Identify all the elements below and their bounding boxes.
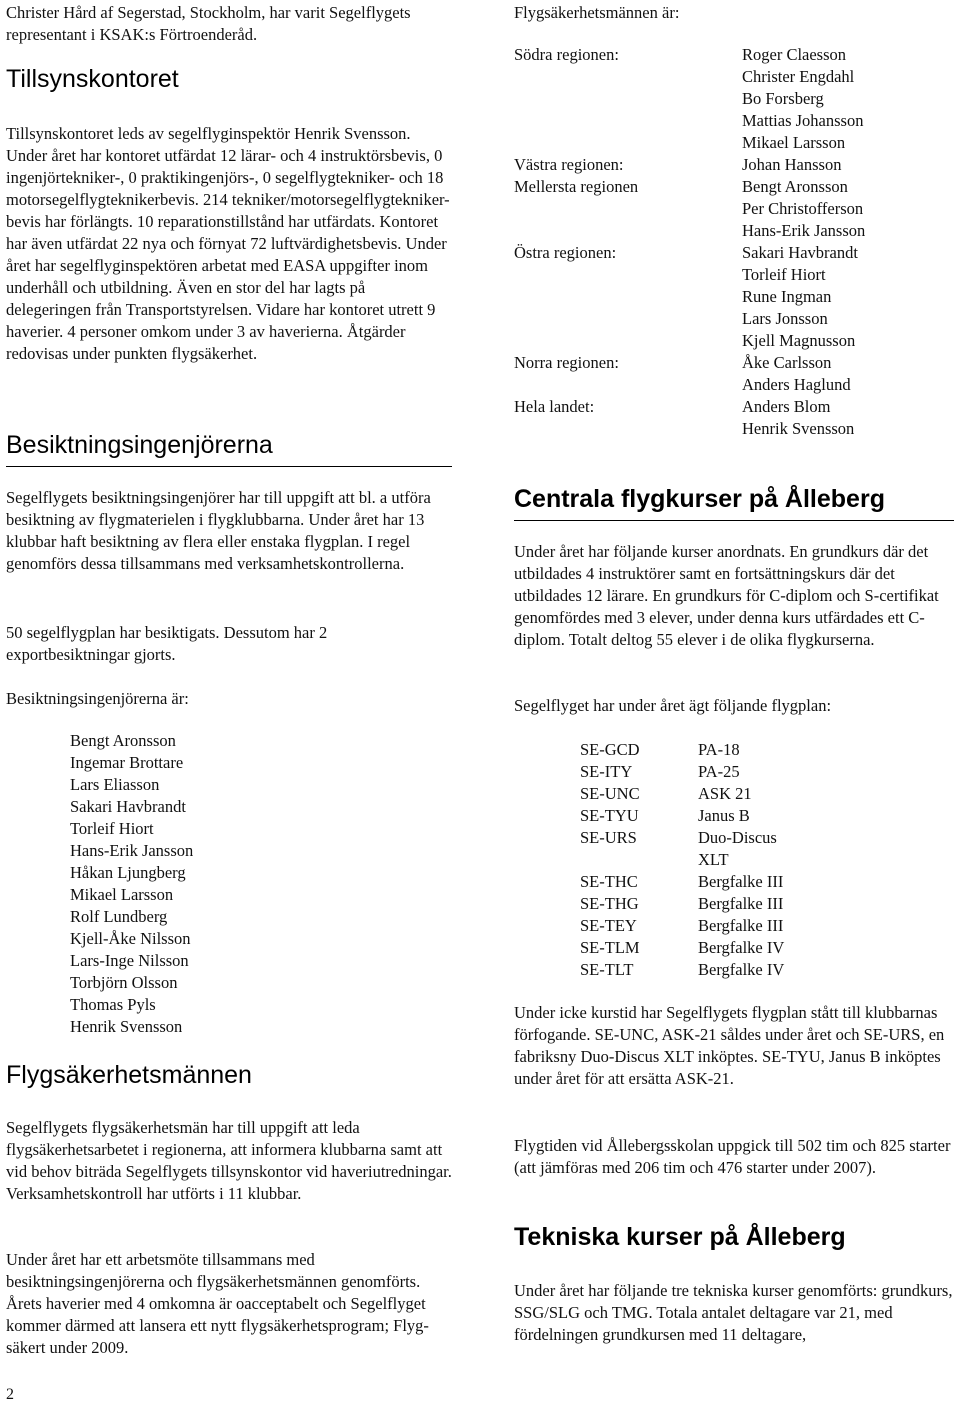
region-label: Västra regionen: [514, 155, 624, 174]
besikt-heading: Besiktningsingenjörerna [6, 430, 452, 467]
table-row [580, 915, 784, 937]
plane-type: Bergfalke III [698, 872, 784, 891]
plane-type: Bergfalke III [698, 894, 784, 913]
list-item: Thomas Pyls [70, 995, 156, 1014]
tekniska-heading: Tekniska kurser på Ålleberg [514, 1223, 846, 1251]
list-item: Torleif Hiort [742, 265, 826, 284]
list-item: Torbjörn Olsson [70, 973, 178, 992]
centrala-paragraph-3: Flygtiden vid Ållebergsskolan uppgick till 502 tim och 825 starter (att jämföras med 206 tim och 476 starter under 2007). [514, 1136, 951, 1177]
list-item: Ingemar Brottare [70, 753, 184, 772]
plane-type: Bergfalke IV [698, 938, 785, 957]
planes-label: Segelflyget har under året ägt följande flygplan: [514, 696, 832, 715]
table-row [580, 783, 784, 805]
list-item: Henrik Svensson [70, 1017, 183, 1036]
table-row [580, 739, 784, 761]
list-item: Åke Carlsson [742, 353, 832, 372]
list-item: Mattias Johansson [742, 111, 864, 130]
list-item: Anders Blom [742, 397, 831, 416]
table-row [580, 937, 784, 959]
region-label: Södra regionen: [514, 45, 619, 64]
table-row [580, 805, 784, 827]
region-label: Mellersta regionen [514, 177, 639, 196]
flyg-paragraph-1: Segelflygets flygsäkerhetsmän har till uppgift att leda flygsäkerhetsarbetet i regionerna, att informera klubbarna samt att vid behov biträda Segelflygets tillsynskontor vid haveriutredningar. Verksamhetskontroll har utförts i 11 klubbar. [6, 1118, 452, 1203]
list-item: Per Christofferson [742, 199, 864, 218]
table-row [580, 893, 784, 915]
planes-table [580, 739, 784, 981]
plane-reg: SE-URS [580, 828, 637, 847]
region-names [742, 242, 858, 352]
plane-type: Duo-Discus [698, 828, 777, 847]
centrala-heading: Centrala flygkurser på Ålleberg [514, 484, 954, 521]
plane-reg: SE-ITY [580, 762, 633, 781]
plane-type: Janus B [698, 806, 750, 825]
table-row [580, 871, 784, 893]
plane-type: XLT [698, 850, 729, 869]
list-item: Bengt Aronsson [742, 177, 848, 196]
region-names [742, 176, 865, 242]
plane-type: Bergfalke IV [698, 960, 785, 979]
plane-type: PA-25 [698, 762, 740, 781]
plane-reg: SE-GCD [580, 740, 640, 759]
intro-paragraph: Christer Hård af Segerstad, Stockholm, har varit Segelflygets representant i KSAK:s Förtroenderåd. [6, 3, 411, 44]
plane-reg: SE-THG [580, 894, 639, 913]
list-item: Rune Ingman [742, 287, 832, 306]
list-item: Anders Haglund [742, 375, 851, 394]
plane-reg: SE-TLT [580, 960, 634, 979]
list-item: Bo Forsberg [742, 89, 824, 108]
region-label: Norra regionen: [514, 353, 619, 372]
plane-reg: SE-TYU [580, 806, 639, 825]
list-item: Johan Hansson [742, 155, 842, 174]
flyg-paragraph-2: Under året har ett arbetsmöte tillsammans med besiktningsingenjörerna och flygsäkerhetsmännen genomförts. Årets haverier med 4 omkomna är oacceptabelt och Segelflyget kommer därmed att lansera ett nytt flygsäkerhetsprogram; Flyg-säkert under 2009. [6, 1250, 429, 1357]
tekniska-paragraph-1: Under året har följande tre tekniska kurser genomförts: grundkurs, SSG/SLG och TMG. Totala antalet deltagare var 21, med fördelningen grundkursen med 11 deltagare, [514, 1281, 953, 1344]
table-row [580, 849, 784, 871]
besikt-list-label: Besiktningsingenjörerna är: [6, 689, 189, 708]
centrala-paragraph-2: Under icke kurstid har Segelflygets flygplan stått till klubbarnas förfogande. SE-UNC, ASK-21 såldes under året och SE-URS, en fabriksny Duo-Discus XLT inköptes. SE-TYU, Janus B inköptes under året för att ersätta ASK-21. [514, 1003, 945, 1088]
region-label: Hela landet: [514, 397, 595, 416]
region-names [742, 352, 851, 396]
region-names [742, 154, 841, 176]
list-item: Hans-Erik Jansson [742, 221, 866, 240]
list-item: Mikael Larsson [742, 133, 846, 152]
plane-reg: SE-TEY [580, 916, 637, 935]
plane-type: PA-18 [698, 740, 740, 759]
list-item: Lars Eliasson [70, 775, 160, 794]
list-item: Torleif Hiort [70, 819, 154, 838]
flyg-heading: Flygsäkerhetsmännen [6, 1061, 252, 1089]
table-row [580, 959, 784, 981]
besikt-paragraph-2: 50 segelflygplan har besiktigats. Dessutom har 2 exportbesiktningar gjorts. [6, 623, 328, 664]
list-item: Bengt Aronsson [70, 731, 176, 750]
besikt-name-list [70, 730, 193, 1038]
list-item: Mikael Larsson [70, 885, 174, 904]
flyg-list-label: Flygsäkerhetsmännen är: [514, 3, 680, 22]
plane-reg: SE-UNC [580, 784, 640, 803]
plane-reg: SE-TLM [580, 938, 640, 957]
list-item: Roger Claesson [742, 45, 847, 64]
besikt-paragraph-1: Segelflygets besiktningsingenjörer har till uppgift att bl. a utföra besiktning av flygmaterielen i flygklubbarna. Under året har 13 klubbar haft besiktning av flera eller enstaka flygplan. I regel genomförs dessa tillsammans med verksamhetskontrollerna. [6, 488, 431, 573]
plane-type: ASK 21 [698, 784, 752, 803]
region-names [742, 44, 863, 154]
list-item: Sakari Havbrandt [70, 797, 186, 816]
list-item: Lars Jonsson [742, 309, 828, 328]
plane-type: Bergfalke III [698, 916, 784, 935]
table-row [580, 827, 784, 849]
list-item: Sakari Havbrandt [742, 243, 858, 262]
list-item: Henrik Svensson [742, 419, 855, 438]
tillsyn-heading: Tillsynskontoret [6, 65, 179, 93]
plane-reg: SE-THC [580, 872, 638, 891]
list-item: Christer Engdahl [742, 67, 855, 86]
list-item: Kjell Magnusson [742, 331, 856, 350]
tillsyn-paragraph: Tillsynskontoret leds av segelflyginspektör Henrik Svensson. Under året har kontoret utfärdat 12 lärar- och 4 instruktörsbevis, 0 ingenjörtekniker-, 0 praktikingenjörs-, 0 segelflygtekniker- och 18 motorsegelflygteknikerbevis. 214 tekniker/motorsegelflygtekniker-bevis har förlängts. 10 reparationstillstånd har utfärdats. Kontoret har även utfärdat 22 nya och förnyat 72 luftvärdighetsbevis. Under året har segelflyginspektören arbetat med EASA uppgifter inom underhåll och utbildning. Även en stor del har lagts på delegeringen från Transportstyrelsen. Vidare har kontoret utrett 9 haverier. 4 personer omkom under 3 av haverierna. Åtgärder redovisas under punkten flygsäkerhet. [6, 124, 450, 363]
page-number: 2 [6, 1386, 14, 1403]
region-label: Östra regionen: [514, 243, 617, 262]
region-names [742, 396, 854, 440]
list-item: Lars-Inge Nilsson [70, 951, 189, 970]
plane-reg [580, 849, 698, 871]
table-row [580, 761, 784, 783]
list-item: Rolf Lundberg [70, 907, 168, 926]
centrala-paragraph-1: Under året har följande kurser anordnats. En grundkurs där det utbildades 4 instruktörer samt en fortsättningskurs där det utbildades 12 lärare. En grundkurs för C-diplom och S-certifikat genomfördes med 3 elever, under denna kurs utfärdades ett C-diplom. Totalt deltog 55 elever i de olika flygkurserna. [514, 542, 939, 649]
list-item: Kjell-Åke Nilsson [70, 929, 191, 948]
list-item: Håkan Ljungberg [70, 863, 186, 882]
list-item: Hans-Erik Jansson [70, 841, 194, 860]
